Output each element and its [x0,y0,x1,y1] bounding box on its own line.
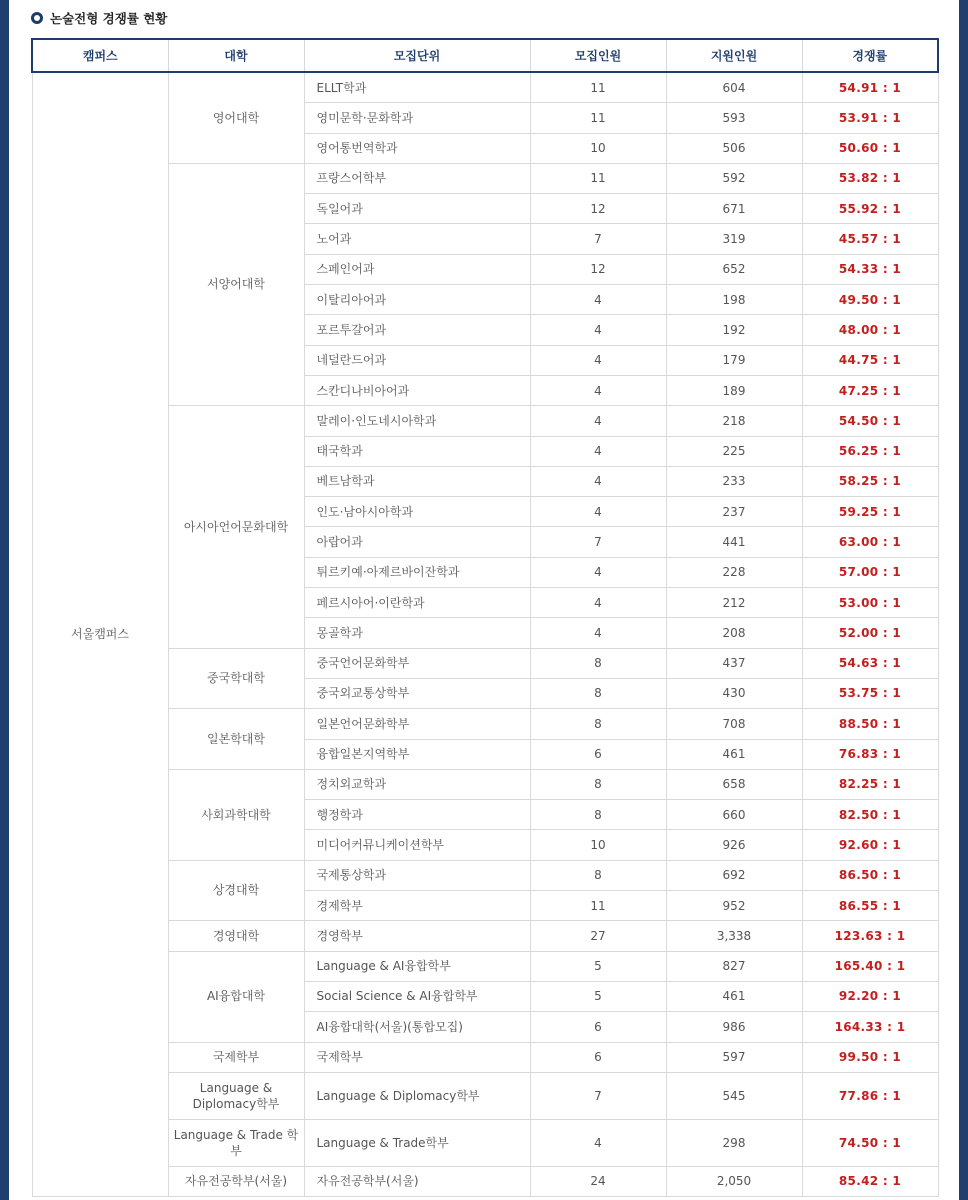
quota-cell: 7 [530,527,666,557]
ratio-cell: 53.91 : 1 [802,103,938,133]
ratio-cell: 57.00 : 1 [802,557,938,587]
unit-cell: 융합일본지역학부 [304,739,530,769]
unit-cell: 말레이·인도네시아학과 [304,406,530,436]
applicants-cell: 604 [666,72,802,103]
ratio-cell: 47.25 : 1 [802,375,938,405]
college-cell: Language & Diplomacy학부 [168,1072,304,1119]
college-cell: AI융합대학 [168,951,304,1042]
unit-cell: Social Science & AI융합학부 [304,981,530,1011]
unit-cell: AI융합대학(서울)(통합모집) [304,1012,530,1042]
ratio-cell: 56.25 : 1 [802,436,938,466]
college-cell: 서양어대학 [168,163,304,405]
applicants-cell: 198 [666,285,802,315]
quota-cell: 8 [530,678,666,708]
ratio-cell: 52.00 : 1 [802,618,938,648]
applicants-cell: 926 [666,830,802,860]
applicants-cell: 192 [666,315,802,345]
applicants-cell: 237 [666,497,802,527]
unit-cell: 중국외교통상학부 [304,678,530,708]
ratio-cell: 123.63 : 1 [802,921,938,951]
header-campus: 캠퍼스 [32,39,168,72]
ratio-cell: 85.42 : 1 [802,1166,938,1196]
table-row [32,921,938,951]
ratio-cell: 77.86 : 1 [802,1072,938,1119]
quota-cell: 4 [530,1119,666,1166]
unit-cell: 국제통상학과 [304,860,530,890]
unit-cell: 포르투갈어과 [304,315,530,345]
college-cell: 경영대학 [168,921,304,951]
unit-cell: 아랍어과 [304,527,530,557]
quota-cell: 11 [530,163,666,193]
unit-cell: 태국학과 [304,436,530,466]
ratio-cell: 48.00 : 1 [802,315,938,345]
applicants-cell: 441 [666,527,802,557]
applicants-cell: 3,338 [666,921,802,951]
ratio-cell: 54.91 : 1 [802,72,938,103]
ratio-cell: 49.50 : 1 [802,285,938,315]
quota-cell: 24 [530,1166,666,1196]
quota-cell: 6 [530,1012,666,1042]
unit-cell: 네덜란드어과 [304,345,530,375]
unit-cell: 일본언어문화학부 [304,709,530,739]
section-title: 논술전형 경쟁률 현황 [50,11,168,26]
campus-cell: 서울캠퍼스 [32,72,168,1197]
applicants-cell: 298 [666,1119,802,1166]
college-cell: 아시아언어문화대학 [168,406,304,648]
quota-cell: 10 [530,830,666,860]
table-row [32,1166,938,1196]
quota-cell: 8 [530,769,666,799]
ratio-cell: 164.33 : 1 [802,1012,938,1042]
unit-cell: 인도·남아시아학과 [304,497,530,527]
unit-cell: 국제학부 [304,1042,530,1072]
ratio-cell: 45.57 : 1 [802,224,938,254]
quota-cell: 6 [530,739,666,769]
applicants-cell: 660 [666,800,802,830]
college-cell: 영어대학 [168,72,304,163]
applicants-cell: 671 [666,194,802,224]
unit-cell: 프랑스어학부 [304,163,530,193]
ratio-cell: 82.25 : 1 [802,769,938,799]
college-cell: 중국학대학 [168,648,304,709]
table-header-row [32,39,938,72]
ratio-cell: 59.25 : 1 [802,497,938,527]
unit-cell: 스칸디나비아어과 [304,375,530,405]
applicants-cell: 225 [666,436,802,466]
ratio-cell: 53.00 : 1 [802,588,938,618]
ratio-cell: 53.82 : 1 [802,163,938,193]
applicants-cell: 319 [666,224,802,254]
unit-cell: 미디어커뮤니케이션학부 [304,830,530,860]
unit-cell: 경영학부 [304,921,530,951]
ratio-cell: 55.92 : 1 [802,194,938,224]
college-cell: 자유전공학부(서울) [168,1166,304,1196]
quota-cell: 4 [530,375,666,405]
unit-cell: ELLT학과 [304,72,530,103]
quota-cell: 5 [530,951,666,981]
applicants-cell: 233 [666,466,802,496]
unit-cell: Language & Trade학부 [304,1119,530,1166]
applicants-cell: 652 [666,254,802,284]
circle-bullet-icon [31,12,43,24]
content-panel [9,0,959,1200]
header-unit: 모집단위 [304,39,530,72]
unit-cell: Language & Diplomacy학부 [304,1072,530,1119]
quota-cell: 4 [530,406,666,436]
applicants-cell: 827 [666,951,802,981]
table-row [32,1072,938,1119]
college-cell: 일본학대학 [168,709,304,770]
section-heading [31,9,167,27]
quota-cell: 8 [530,709,666,739]
quota-cell: 4 [530,557,666,587]
applicants-cell: 506 [666,133,802,163]
unit-cell: 정치외교학과 [304,769,530,799]
college-cell: 사회과학대학 [168,769,304,860]
applicants-cell: 179 [666,345,802,375]
quota-cell: 8 [530,648,666,678]
table-row [32,406,938,436]
quota-cell: 7 [530,1072,666,1119]
college-cell: Language & Trade 학부 [168,1119,304,1166]
header-ratio: 경쟁률 [802,39,938,72]
applicants-cell: 545 [666,1072,802,1119]
ratio-cell: 99.50 : 1 [802,1042,938,1072]
quota-cell: 12 [530,194,666,224]
table-row [32,648,938,678]
quota-cell: 11 [530,891,666,921]
applicants-cell: 986 [666,1012,802,1042]
quota-cell: 5 [530,981,666,1011]
applicants-cell: 461 [666,739,802,769]
applicants-cell: 461 [666,981,802,1011]
ratio-cell: 44.75 : 1 [802,345,938,375]
applicants-cell: 692 [666,860,802,890]
unit-cell: 스페인어과 [304,254,530,284]
quota-cell: 4 [530,588,666,618]
quota-cell: 11 [530,72,666,103]
competition-rate-table [31,38,939,1197]
ratio-cell: 92.60 : 1 [802,830,938,860]
unit-cell: 경제학부 [304,891,530,921]
header-applicants: 지원인원 [666,39,802,72]
quota-cell: 4 [530,285,666,315]
unit-cell: 중국언어문화학부 [304,648,530,678]
ratio-cell: 58.25 : 1 [802,466,938,496]
table-row [32,709,938,739]
unit-cell: Language & AI융합학부 [304,951,530,981]
ratio-cell: 165.40 : 1 [802,951,938,981]
applicants-cell: 208 [666,618,802,648]
ratio-cell: 54.50 : 1 [802,406,938,436]
table-row [32,860,938,890]
quota-cell: 4 [530,466,666,496]
unit-cell: 자유전공학부(서울) [304,1166,530,1196]
applicants-cell: 708 [666,709,802,739]
quota-cell: 4 [530,345,666,375]
ratio-cell: 82.50 : 1 [802,800,938,830]
unit-cell: 몽골학과 [304,618,530,648]
applicants-cell: 228 [666,557,802,587]
applicants-cell: 658 [666,769,802,799]
quota-cell: 11 [530,103,666,133]
college-cell: 상경대학 [168,860,304,921]
ratio-cell: 54.63 : 1 [802,648,938,678]
unit-cell: 튀르키예·아제르바이잔학과 [304,557,530,587]
table-row [32,1042,938,1072]
ratio-cell: 50.60 : 1 [802,133,938,163]
ratio-cell: 76.83 : 1 [802,739,938,769]
unit-cell: 영어통번역학과 [304,133,530,163]
applicants-cell: 437 [666,648,802,678]
ratio-cell: 53.75 : 1 [802,678,938,708]
table-row [32,951,938,981]
table-row [32,163,938,193]
quota-cell: 8 [530,800,666,830]
quota-cell: 10 [530,133,666,163]
table-row [32,72,938,103]
applicants-cell: 592 [666,163,802,193]
quota-cell: 4 [530,315,666,345]
quota-cell: 4 [530,436,666,466]
applicants-cell: 212 [666,588,802,618]
table-row [32,1119,938,1166]
ratio-cell: 74.50 : 1 [802,1119,938,1166]
ratio-cell: 86.55 : 1 [802,891,938,921]
header-quota: 모집인원 [530,39,666,72]
ratio-cell: 88.50 : 1 [802,709,938,739]
unit-cell: 노어과 [304,224,530,254]
quota-cell: 4 [530,497,666,527]
applicants-cell: 218 [666,406,802,436]
unit-cell: 영미문학·문화학과 [304,103,530,133]
applicants-cell: 593 [666,103,802,133]
unit-cell: 이탈리아어과 [304,285,530,315]
applicants-cell: 597 [666,1042,802,1072]
quota-cell: 6 [530,1042,666,1072]
unit-cell: 페르시아어·이란학과 [304,588,530,618]
ratio-cell: 54.33 : 1 [802,254,938,284]
ratio-cell: 86.50 : 1 [802,860,938,890]
unit-cell: 독일어과 [304,194,530,224]
unit-cell: 베트남학과 [304,466,530,496]
quota-cell: 4 [530,618,666,648]
college-cell: 국제학부 [168,1042,304,1072]
applicants-cell: 2,050 [666,1166,802,1196]
applicants-cell: 189 [666,375,802,405]
quota-cell: 8 [530,860,666,890]
ratio-cell: 63.00 : 1 [802,527,938,557]
table-row [32,769,938,799]
applicants-cell: 952 [666,891,802,921]
quota-cell: 12 [530,254,666,284]
header-college: 대학 [168,39,304,72]
ratio-cell: 92.20 : 1 [802,981,938,1011]
table-body [32,72,938,1197]
applicants-cell: 430 [666,678,802,708]
quota-cell: 7 [530,224,666,254]
unit-cell: 행정학과 [304,800,530,830]
quota-cell: 27 [530,921,666,951]
